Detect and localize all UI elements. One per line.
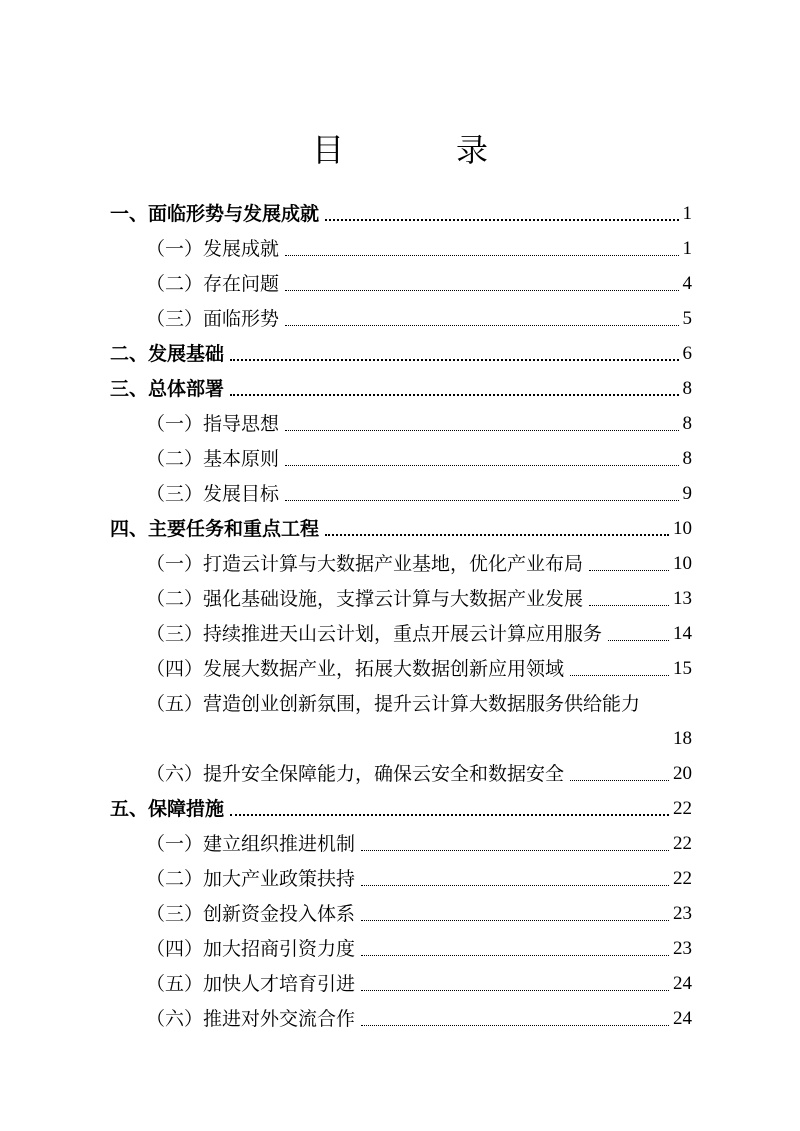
toc-entry-section-3-1[interactable] bbox=[146, 407, 692, 441]
dot-leader bbox=[570, 675, 669, 676]
toc-entry-page: 20 bbox=[673, 763, 692, 784]
toc-entry-section-4-1[interactable] bbox=[146, 547, 692, 581]
toc-entry-section-1-2[interactable] bbox=[146, 267, 692, 301]
toc-entry-section-1-1[interactable] bbox=[146, 232, 692, 266]
toc-entry-section-4-3[interactable] bbox=[146, 617, 692, 651]
toc-entry-page: 22 bbox=[673, 798, 692, 819]
toc-entry-page: 23 bbox=[673, 903, 692, 924]
toc-entry-section-1[interactable] bbox=[110, 197, 692, 231]
toc-entry-page: 6 bbox=[682, 343, 692, 364]
dot-leader bbox=[361, 955, 669, 956]
dot-leader bbox=[285, 325, 678, 326]
toc-entry-label: （二）强化基础设施，支撑云计算与大数据产业发展 bbox=[146, 588, 584, 610]
toc-entry-page: 24 bbox=[673, 1008, 692, 1029]
dot-leader bbox=[136, 744, 669, 747]
toc-entry-page: 5 bbox=[682, 308, 692, 329]
toc-entry-label: （五）营造创业创新氛围，提升云计算大数据服务供给能力 bbox=[146, 693, 641, 715]
toc-entry-page: 23 bbox=[673, 938, 692, 959]
dot-leader bbox=[285, 465, 678, 466]
dot-leader bbox=[589, 570, 669, 571]
toc-entry-page: 1 bbox=[682, 203, 692, 224]
toc-entry-label: （三）持续推进天山云计划，重点开展云计算应用服务 bbox=[146, 623, 603, 645]
dot-leader bbox=[361, 850, 669, 851]
dot-leader bbox=[325, 219, 678, 221]
toc-entry-section-4[interactable] bbox=[110, 512, 692, 546]
dot-leader bbox=[325, 534, 669, 536]
toc-entry-label: （三）发展目标 bbox=[146, 483, 280, 505]
dot-leader bbox=[361, 885, 669, 886]
toc-entry-page: 1 bbox=[682, 238, 692, 259]
toc-entry-label: （三）面临形势 bbox=[146, 308, 280, 330]
toc-entry-page: 4 bbox=[682, 273, 692, 294]
toc-entry-section-1-3[interactable] bbox=[146, 302, 692, 336]
dot-leader bbox=[361, 990, 669, 991]
dot-leader bbox=[285, 500, 678, 501]
dot-leader bbox=[285, 255, 678, 256]
toc-entry-section-4-5[interactable] bbox=[146, 687, 692, 721]
toc-entry-label: （一）打造云计算与大数据产业基地，优化产业布局 bbox=[146, 553, 584, 575]
dot-leader bbox=[230, 359, 678, 361]
toc-entry-section-5-2[interactable] bbox=[146, 862, 692, 896]
toc-entry-label: 三、总体部署 bbox=[110, 378, 225, 400]
toc-entry-section-3-2[interactable] bbox=[146, 442, 692, 476]
dot-leader bbox=[589, 605, 669, 606]
toc-entry-page: 22 bbox=[673, 868, 692, 889]
toc-entry-section-5[interactable] bbox=[110, 792, 692, 826]
dot-leader bbox=[230, 394, 678, 396]
toc-entry-label: 五、保障措施 bbox=[110, 798, 225, 820]
toc-entry-section-5-3[interactable] bbox=[146, 897, 692, 931]
toc-entry-section-5-5[interactable] bbox=[146, 967, 692, 1001]
toc-entry-page: 8 bbox=[682, 448, 692, 469]
toc-entry-section-5-4[interactable] bbox=[146, 932, 692, 966]
toc-entry-label: （三）创新资金投入体系 bbox=[146, 903, 356, 925]
toc-entry-label: 二、发展基础 bbox=[110, 343, 225, 365]
dot-leader bbox=[285, 290, 678, 291]
dot-leader bbox=[361, 920, 669, 921]
toc-entry-label: 四、主要任务和重点工程 bbox=[110, 518, 320, 540]
dot-leader bbox=[361, 1025, 669, 1026]
toc-entry-page: 18 bbox=[673, 728, 692, 749]
toc-entry-page: 14 bbox=[673, 623, 692, 644]
toc-entry-section-4-2[interactable] bbox=[146, 582, 692, 616]
toc-entry-section-4-5-continuation[interactable] bbox=[136, 722, 692, 756]
toc-entry-page: 8 bbox=[682, 413, 692, 434]
toc-entry-section-5-1[interactable] bbox=[146, 827, 692, 861]
toc-entry-page: 10 bbox=[673, 518, 692, 539]
toc-entry-label: （四）发展大数据产业，拓展大数据创新应用领域 bbox=[146, 658, 565, 680]
toc-entry-section-3[interactable] bbox=[110, 372, 692, 406]
toc-entry-page: 10 bbox=[673, 553, 692, 574]
toc-entry-label: （四）加大招商引资力度 bbox=[146, 938, 356, 960]
toc-entry-label: （六）推进对外交流合作 bbox=[146, 1008, 356, 1030]
toc-entry-page: 15 bbox=[673, 658, 692, 679]
toc-entry-label: （二）加大产业政策扶持 bbox=[146, 868, 356, 890]
toc-entry-section-2[interactable] bbox=[110, 337, 692, 371]
dot-leader bbox=[608, 640, 669, 641]
toc-entry-section-3-3[interactable] bbox=[146, 477, 692, 511]
toc-entry-label: （二）存在问题 bbox=[146, 273, 280, 295]
toc-entry-label: （一）指导思想 bbox=[146, 413, 280, 435]
toc-entry-page: 13 bbox=[673, 588, 692, 609]
dot-leader bbox=[570, 780, 669, 781]
dot-leader bbox=[230, 814, 669, 816]
toc-entry-label: 一、面临形势与发展成就 bbox=[110, 203, 320, 225]
toc-entry-page: 8 bbox=[682, 378, 692, 399]
toc-entry-page: 22 bbox=[673, 833, 692, 854]
toc-entry-label: （一）发展成就 bbox=[146, 238, 280, 260]
toc-title: 目 录 bbox=[311, 131, 528, 169]
toc-entry-page: 9 bbox=[682, 483, 692, 504]
dot-leader bbox=[285, 430, 678, 431]
toc-entry-label: （一）建立组织推进机制 bbox=[146, 833, 356, 855]
toc-entry-label: （六）提升安全保障能力，确保云安全和数据安全 bbox=[146, 763, 565, 785]
toc-entry-section-4-6[interactable] bbox=[146, 757, 692, 791]
toc-entry-section-5-6[interactable] bbox=[146, 1002, 692, 1036]
toc-entry-label: （二）基本原则 bbox=[146, 448, 280, 470]
toc-entry-page: 24 bbox=[673, 973, 692, 994]
toc-entry-section-4-4[interactable] bbox=[146, 652, 692, 686]
toc-entry-label: （五）加快人才培育引进 bbox=[146, 973, 356, 995]
